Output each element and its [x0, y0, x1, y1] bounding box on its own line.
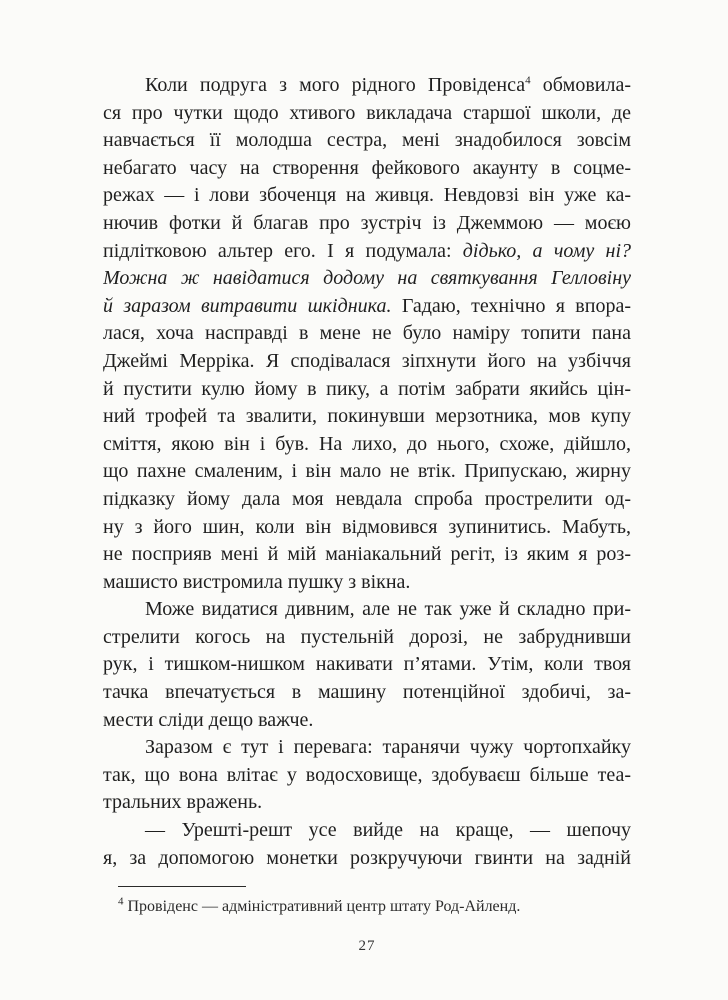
body-line	[103, 679, 631, 707]
body-line	[103, 182, 631, 210]
text-segment: навчається її молодша сестра, мені знадобилося зовсім	[103, 129, 631, 152]
text-segment: ся про чутки щодо хтивого викладача старшої школи, де	[103, 101, 631, 124]
footnote	[118, 896, 630, 918]
body-line	[103, 431, 631, 459]
text-segment: сміття, якою він і був. На лихо, до нього, схоже, дійшло,	[103, 432, 631, 455]
text-segment: тральних вражень.	[103, 791, 263, 814]
text-segment: Заразом є тут і перевага: таранячи чужу чортопхайку	[145, 736, 631, 759]
text-segment: й пустити кулю йому в пику, а потім забрати якийсь цін-	[103, 377, 631, 400]
text-segment: Джеймі Мерріка. Я сподівалася зіпхнути його на узбіччя	[103, 349, 631, 372]
body-line	[103, 320, 631, 348]
text-segment: тачка впечатується в машину потенційної здобичі, за-	[103, 681, 631, 704]
body-line	[103, 624, 631, 652]
footnote-reference: 4	[525, 74, 531, 87]
body-line	[103, 458, 631, 486]
footnote-text: Провіденс — адміністративний центр штату Род-Айленд.	[123, 898, 521, 915]
body-line	[103, 514, 631, 542]
body-line	[103, 486, 631, 514]
body-line	[103, 762, 631, 790]
text-segment: дідько, а чому ні?	[462, 239, 631, 262]
text-block	[103, 72, 631, 872]
body-line	[103, 845, 631, 873]
text-segment: обмовила-	[530, 74, 631, 96]
text-segment: рук, і тишком-нишком накивати п’ятами. Утім, коли твоя	[103, 653, 631, 676]
body-line	[103, 596, 631, 624]
text-segment: й заразом витравити шкідника.	[103, 294, 392, 317]
text-segment: Коли подруга з мого рідного Провіденса	[145, 74, 526, 96]
body-line	[103, 817, 631, 845]
text-segment: — Урешті-решт усе вийде на краще, — шепочу	[145, 819, 631, 842]
text-segment: режах — і лови збоченця на живця. Невдовзі він уже ка-	[103, 184, 631, 207]
body-line	[103, 348, 631, 376]
body-line	[103, 651, 631, 679]
body-line	[103, 127, 631, 155]
body-line	[103, 569, 631, 597]
body-line	[103, 265, 631, 293]
body-line	[103, 293, 631, 321]
body-line	[103, 734, 631, 762]
body-line	[103, 541, 631, 569]
text-segment: Може видатися дивним, але не так уже й складно при-	[145, 598, 631, 621]
text-segment: Можна ж навідатися додому на святкування Гелловіну	[103, 267, 631, 290]
body-line	[103, 100, 631, 128]
text-segment: що пахне смаленим, і він мало не втік. Припускаю, жирну	[103, 460, 631, 483]
page-number: 27	[358, 938, 376, 954]
body-line	[103, 238, 631, 266]
text-segment: лася, хоча насправді в мене не було наміру топити пана	[103, 322, 631, 345]
footnote-marker: 4	[118, 895, 124, 908]
text-segment: так, що вона влітає у водосховище, здобуваєш більше теа-	[103, 763, 631, 786]
text-segment: нючив фотки й благав про зустріч із Джеммою — моєю	[103, 211, 631, 234]
text-segment: небагато часу на створення фейкового акаунту в соцме-	[103, 156, 631, 179]
body-line	[103, 403, 631, 431]
body-line	[103, 376, 631, 404]
text-segment: ний трофей та звалити, покинувши мерзотника, мов купу	[103, 405, 631, 428]
text-segment: стрелити когось на пустельній дорозі, не забруднивши	[103, 625, 631, 648]
body-line	[103, 210, 631, 238]
text-segment: не посприяв мені й мій маніакальний регіт, із яким я роз-	[103, 543, 631, 566]
body-line	[103, 72, 631, 100]
text-segment: підказку йому дала моя невдала спроба прострелити од-	[103, 487, 631, 510]
text-segment: машисто вистромила пушку з вікна.	[103, 570, 411, 593]
body-line	[103, 789, 631, 817]
text-segment: Гадаю, технічно я впора-	[391, 294, 631, 317]
text-segment: підлітковою альтер его. І я подумала:	[103, 239, 463, 262]
text-segment: ну з його шин, коли він відмовився зупинитись. Мабуть,	[103, 515, 631, 538]
body-line	[103, 155, 631, 183]
text-segment: мести сліди дещо важче.	[103, 708, 314, 731]
body-line	[103, 707, 631, 735]
footnote-rule	[118, 886, 246, 887]
text-segment: я, за допомогою монетки розкручуючи гвинти на задній	[103, 846, 631, 869]
